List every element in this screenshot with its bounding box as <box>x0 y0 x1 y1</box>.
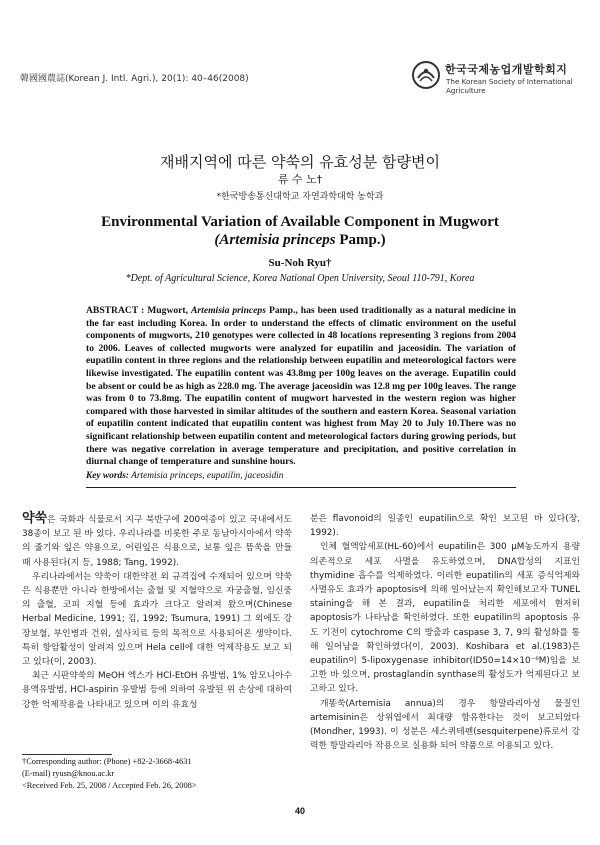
keywords <box>86 471 516 481</box>
abstract-label: ABSTRACT : <box>86 305 145 316</box>
page-number: 40 <box>294 806 305 816</box>
journal-reference: 韓國國農誌(Korean J. Intl. Agri.), 20(1): 40–46(2008) <box>20 74 249 84</box>
society-name-ko: 한국국제농업개발학회지 <box>445 63 568 76</box>
title-english <box>0 213 600 249</box>
body-column-right <box>310 512 580 753</box>
title-species-name: (Artemisia princeps <box>214 232 336 248</box>
keywords-label: Key words: <box>86 471 129 481</box>
body-paragraph: 분은 flavonoid의 일종인 eupatilin으로 확인 보고된 바 있다(장, 1992). <box>310 514 580 539</box>
footnote <box>22 756 292 792</box>
title-english-line1: Environmental Variation of Available Component in Mugwort <box>101 214 499 230</box>
footnote-dates: <Received Feb. 25, 2008 / Accepted Feb. 26, 2008> <box>22 781 197 790</box>
body-paragraph: 개똥쑥(Artemisia annua)의 경우 항말라리아성 물질인 artemisinin은 상위엽에서 최대량 함유한다는 것이 보고되었다(Mondher, 1993). 이 성분은 세스퀴테펜(sesquiterpene)류로서 강력한 항말라리아 작용으로 실용화 되어 약품으로 이용되고 있다. <box>310 698 580 752</box>
abstract-species: Artemisia princeps <box>191 305 266 316</box>
body-column-left <box>22 512 292 712</box>
abstract <box>86 305 516 469</box>
paragraph-text: 은 국화과 식물로서 지구 북반구에 200여종이 있고 국내에서도 38종이 보고 된 바 있다. 우리나라를 비롯한 주로 동남아시아에서 약쑥의 줄기와 잎은 약용으로, 어린잎은 식용으로, 보통 잎은 뜸쑥을 만들 때 사용된다(지 등, 1988; Tang, 1992). <box>22 515 292 568</box>
affiliation-korean: *한국방송통신대학교 자연과학대학 농학과 <box>216 192 384 202</box>
author-korean: 류 수 노† <box>277 173 323 186</box>
title-english-line2 <box>0 231 600 249</box>
body-paragraph: 인체 혈액암세포(HL-60)에서 eupatilin은 300 μM농도까지 용량 의존적으로 세포 사멸을 유도하였으며, DNA합성의 지표인 thymidine 흡수를 억제하였다. 이러한 eupatilin의 세포 증식억제와 사멸유도 효과가 apoptosis에 의해 일어났는지 확인해보고자 TUNEL staining을 해 본 결과, eupatilin을 처리한 세포에서 현저히 apoptosis가 나타남을 확인하였다. 또한 eupatilin의 apoptosis 유도 기전이 cytochrome C의 방출과 caspase 3, 7, 9의 활성화를 통해 일어남을 확인하였다(이, 2003). Koshibara et al.(1983)은 eupatilin이 5-lipoxygenase inhibitor(ID50=14×10⁻⁶M)임을 보고한 바 있으며, prostaglandin synthase의 활성도가 억제된다고 보고하고 있다. <box>310 542 580 695</box>
affiliation-english: *Dept. of Agricultural Science, Korea National Open University, Seoul 110-791, Korea <box>125 273 475 284</box>
abstract-divider <box>86 487 516 488</box>
keywords-value: Artemisia princeps, eupatilin, jaceosidin <box>128 471 284 481</box>
footnote-email: (E-mail) ryusn@knou.ac.kr <box>22 769 115 778</box>
author-english: Su-Noh Ryu† <box>268 257 332 269</box>
drop-lead-word: 약쑥 <box>22 511 48 526</box>
society-name-en: The Korean Society of International Agriculture <box>446 77 573 95</box>
body-paragraph: 우리나라에서는 약쑥이 대한약전 외 규격집에 수재되어 있으며 약쑥은 식용뿐만 아니라 한방에서는 출혈 및 지혈약으로 자궁출혈, 임신중의 출혈, 코피 지혈 등에 효과가 크다고 알려져 왔으며(Chinese Herbal Medicine, 1991; 김, 1992; Tsumura, 1991) 그 외에도 강장보혈, 부인병과 건위, 설사치료 등의 목적으로 사용되어온 생약이다. 특히 항암활성이 알려져 있으며 Hela cell에 대한 억제작용도 보고 되고 있다(이, 2003). <box>22 571 292 668</box>
title-korean: 재배지역에 따른 약쑥의 유효성분 함량변이 <box>160 153 440 171</box>
abstract-text: Pamp., has been used traditionally as a natural medicine in the far east including Korea. In order to understand the effects of climatic environment on the useful components of mugworts, 210 genotypes were collected in 48 locations representing 3 regions from 2004 to 2006. Leaves of collected mugworts were analyzed for eupatilin and jaceosidin. The variation of eupatilin content in three regions and the relationship between eupatilin and meteorological factors were likewise investigated. The eupatilin content was 43.8mg per 100g leaves on the average. Eupatilin could be absent or could be as high as 228.0 mg. The average jaceosidin was 12.8 mg per 100g leaves. The range was from 0 to 73.8mg. The eupatilin content of mugwort harvested in the western region was higher compared with those harvested in similar altitudes of the southern and eastern Korea. Seasonal variation of eupatilin content indicated that eupatilin content was highest from May 20 to July 10.There was no significant relationship between eupatilin content and meteorological factors during growing periods, but there was negative correlation in average temperature and precipitation, and positive correlation in diurnal change of temperature and sunshine hours. <box>86 305 517 468</box>
society-logo-icon <box>411 60 441 90</box>
footnote-contact: †Corresponding author: (Phone) +82-2-3668-4631 <box>22 757 192 766</box>
title-species-author: Pamp.) <box>335 232 386 248</box>
abstract-lead: Mugwort, <box>144 305 192 316</box>
footnote-divider <box>22 754 112 755</box>
body-paragraph <box>22 512 292 570</box>
body-paragraph: 최근 시판약쑥의 MeOH 엑스가 HCl-EtOH 유발범, 1% 암모니아수용액유발범, HCl-aspirin 유발범 등에 의하여 유발된 위 손상에 대하여 강한 억제작용을 나타내고 있으며 이의 유효성 <box>22 671 292 710</box>
